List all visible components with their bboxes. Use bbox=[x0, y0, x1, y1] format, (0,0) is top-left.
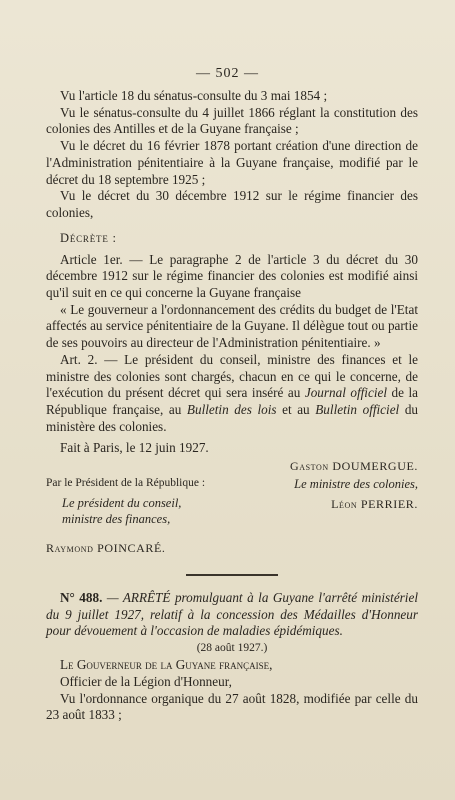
officier-line: Officier de la Légion d'Honneur, bbox=[60, 673, 232, 689]
vu-ordonnance: Vu l'ordonnance organique du 27 août 1828, modifiée par celle du 23 août 1833 ; bbox=[46, 690, 418, 723]
article-2-text-d: du ministère des colonies. bbox=[46, 401, 418, 434]
entry-title-arrete: — ARRÊTÉ bbox=[102, 590, 175, 606]
entry-number: N° 488. bbox=[60, 590, 103, 606]
entry-488-title bbox=[46, 590, 418, 640]
paragraph-vu-article-18: Vu l'article 18 du sénatus-consulte du 3 mai 1854 ; bbox=[60, 88, 328, 103]
article-2 bbox=[46, 352, 418, 436]
bulletin-officiel: Bulletin officiel bbox=[315, 401, 400, 417]
quoted-paragraph: « Le gouverneur a l'ordonnancement des crédits du budget de l'Etat affectés au service pénitentiaire de la Guyane. Il délègue tout ou partie de ses pouvoirs au directeur de l'Administration pénitentiaire. » bbox=[46, 301, 418, 351]
paragraph-vu-senatus-consulte: Vu le sénatus-consulte du 4 juillet 1866 réglant la constitution des colonies des Antilles et de la Guyane française ; bbox=[46, 104, 418, 137]
signature-perrier: Léon PERRIER. bbox=[331, 497, 418, 512]
article-2-text-b: de la République française, au bbox=[46, 385, 418, 417]
paragraph-vu-decret-1878: Vu le décret du 16 février 1878 portant création d'une direction de l'Administration pénitentiaire à la Guyane française, modifié par le décret du 18 septembre 1925 ; bbox=[46, 138, 418, 187]
entry-date: (28 août 1927.) bbox=[196, 642, 268, 655]
entry-title-text: promulguant à la Guyane l'arrêté ministériel du 9 juillet 1927, relatif à la concession des Médailles d'Honneur pour dévouement à l'occasion de maladies épidémiques. bbox=[46, 590, 418, 639]
president-du-conseil bbox=[62, 495, 181, 527]
ministre-des-colonies: Le ministre des colonies, bbox=[294, 477, 418, 492]
journal-officiel: Journal officiel bbox=[304, 385, 388, 401]
article-2-text-a: Art. 2. — Le président du conseil, ministre des finances et le ministre des colonies sont chargés, chacun en ce qui le concerne, de l'exécution du présent décret qui sera inséré au bbox=[46, 351, 418, 401]
article-1: Article 1er. — Le paragraphe 2 de l'article 3 du décret du 30 décembre 1912 sur le régime financier des colonies est modifié ainsi qu'il suit en ce qui concerne la Guyane française bbox=[46, 251, 418, 301]
gouverneur-line: Le Gouverneur de la Guyane française, bbox=[60, 657, 273, 673]
signature-president-row bbox=[46, 457, 418, 475]
signature-doumergue: Gaston DOUMERGUE. bbox=[289, 459, 418, 474]
signature-poincare: Raymond POINCARÉ. bbox=[46, 541, 166, 556]
signature-block bbox=[46, 477, 418, 541]
page-number: — 502 — bbox=[196, 66, 259, 81]
paragraph-vu-decret-1912: Vu le décret du 30 décembre 1912 sur le régime financier des colonies, bbox=[46, 188, 418, 220]
par-le-president: Par le Président de la République : bbox=[46, 477, 206, 490]
bulletin-des-lois: Bulletin des lois bbox=[186, 401, 277, 417]
section-divider bbox=[186, 574, 278, 576]
document-body bbox=[46, 88, 418, 724]
fait-a-paris: Fait à Paris, le 12 juin 1927. bbox=[60, 440, 209, 456]
decrete-heading: Décrète : bbox=[60, 230, 117, 245]
ministre-des-finances: ministre des finances, bbox=[62, 512, 171, 527]
president-du-conseil-line1: Le président du conseil, bbox=[62, 496, 182, 511]
article-2-text-c: et au bbox=[276, 401, 316, 417]
